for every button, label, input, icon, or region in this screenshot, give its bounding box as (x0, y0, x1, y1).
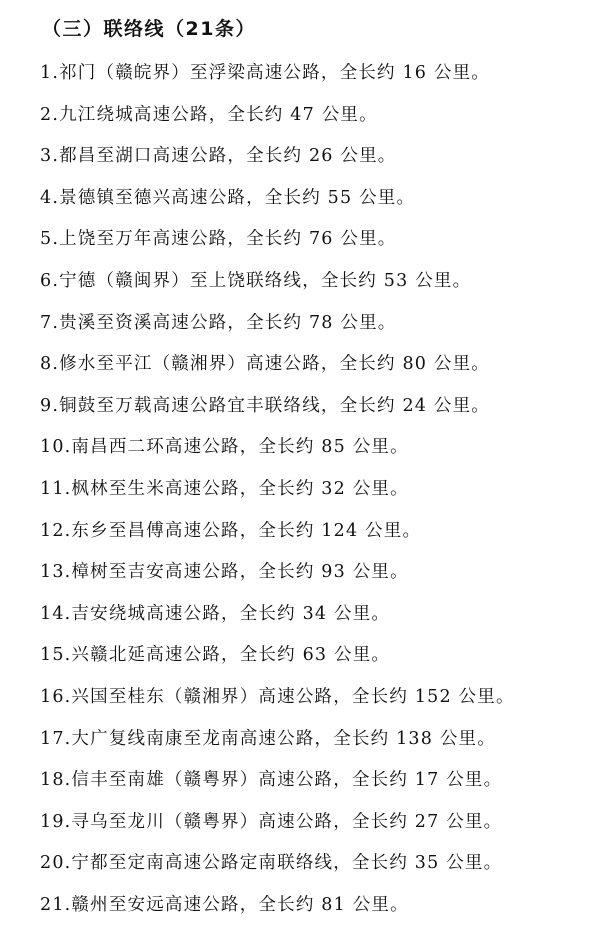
list-item: 13.樟树至吉安高速公路，全长约 93 公里。 (40, 562, 409, 583)
list-item: 2.九江绕城高速公路，全长约 47 公里。 (40, 104, 378, 125)
list-item: 3.都昌至湖口高速公路，全长约 26 公里。 (40, 146, 397, 167)
list-item: 16.兴国至桂东（赣湘界）高速公路，全长约 152 公里。 (40, 686, 515, 707)
connector-route-list (40, 56, 515, 929)
list-item: 15.兴赣北延高速公路，全长约 63 公里。 (40, 645, 391, 666)
list-item: 18.信丰至南雄（赣粤界）高速公路，全长约 17 公里。 (40, 770, 503, 791)
list-item: 11.枫林至生米高速公路，全长约 32 公里。 (40, 478, 409, 499)
list-item: 21.赣州至安远高速公路，全长约 81 公里。 (40, 894, 409, 915)
list-item: 6.宁德（赣闽界）至上饶联络线，全长约 53 公里。 (40, 270, 472, 291)
list-item: 8.修水至平江（赣湘界）高速公路，全长约 80 公里。 (40, 354, 490, 375)
list-item: 4.景德镇至德兴高速公路，全长约 55 公里。 (40, 187, 416, 208)
list-item: 19.寻乌至龙川（赣粤界）高速公路，全长约 27 公里。 (40, 811, 503, 832)
section-heading: （三）联络线（21条） (42, 18, 256, 40)
list-item: 20.宁都至定南高速公路定南联络线，全长约 35 公里。 (40, 853, 503, 874)
list-item: 9.铜鼓至万载高速公路宜丰联络线，全长约 24 公里。 (40, 395, 490, 416)
list-item: 1.祁门（赣皖界）至浮梁高速公路，全长约 16 公里。 (40, 63, 490, 83)
list-item: 10.南昌西二环高速公路，全长约 85 公里。 (40, 437, 409, 458)
list-item: 5.上饶至万年高速公路，全长约 76 公里。 (40, 229, 397, 250)
list-item: 14.吉安绕城高速公路，全长约 34 公里。 (40, 603, 391, 624)
list-item: 17.大广复线南康至龙南高速公路，全长约 138 公里。 (40, 728, 496, 749)
list-item: 12.东乡至昌傅高速公路，全长约 124 公里。 (40, 520, 422, 541)
list-item: 7.贵溪至资溪高速公路，全长约 78 公里。 (40, 312, 397, 333)
